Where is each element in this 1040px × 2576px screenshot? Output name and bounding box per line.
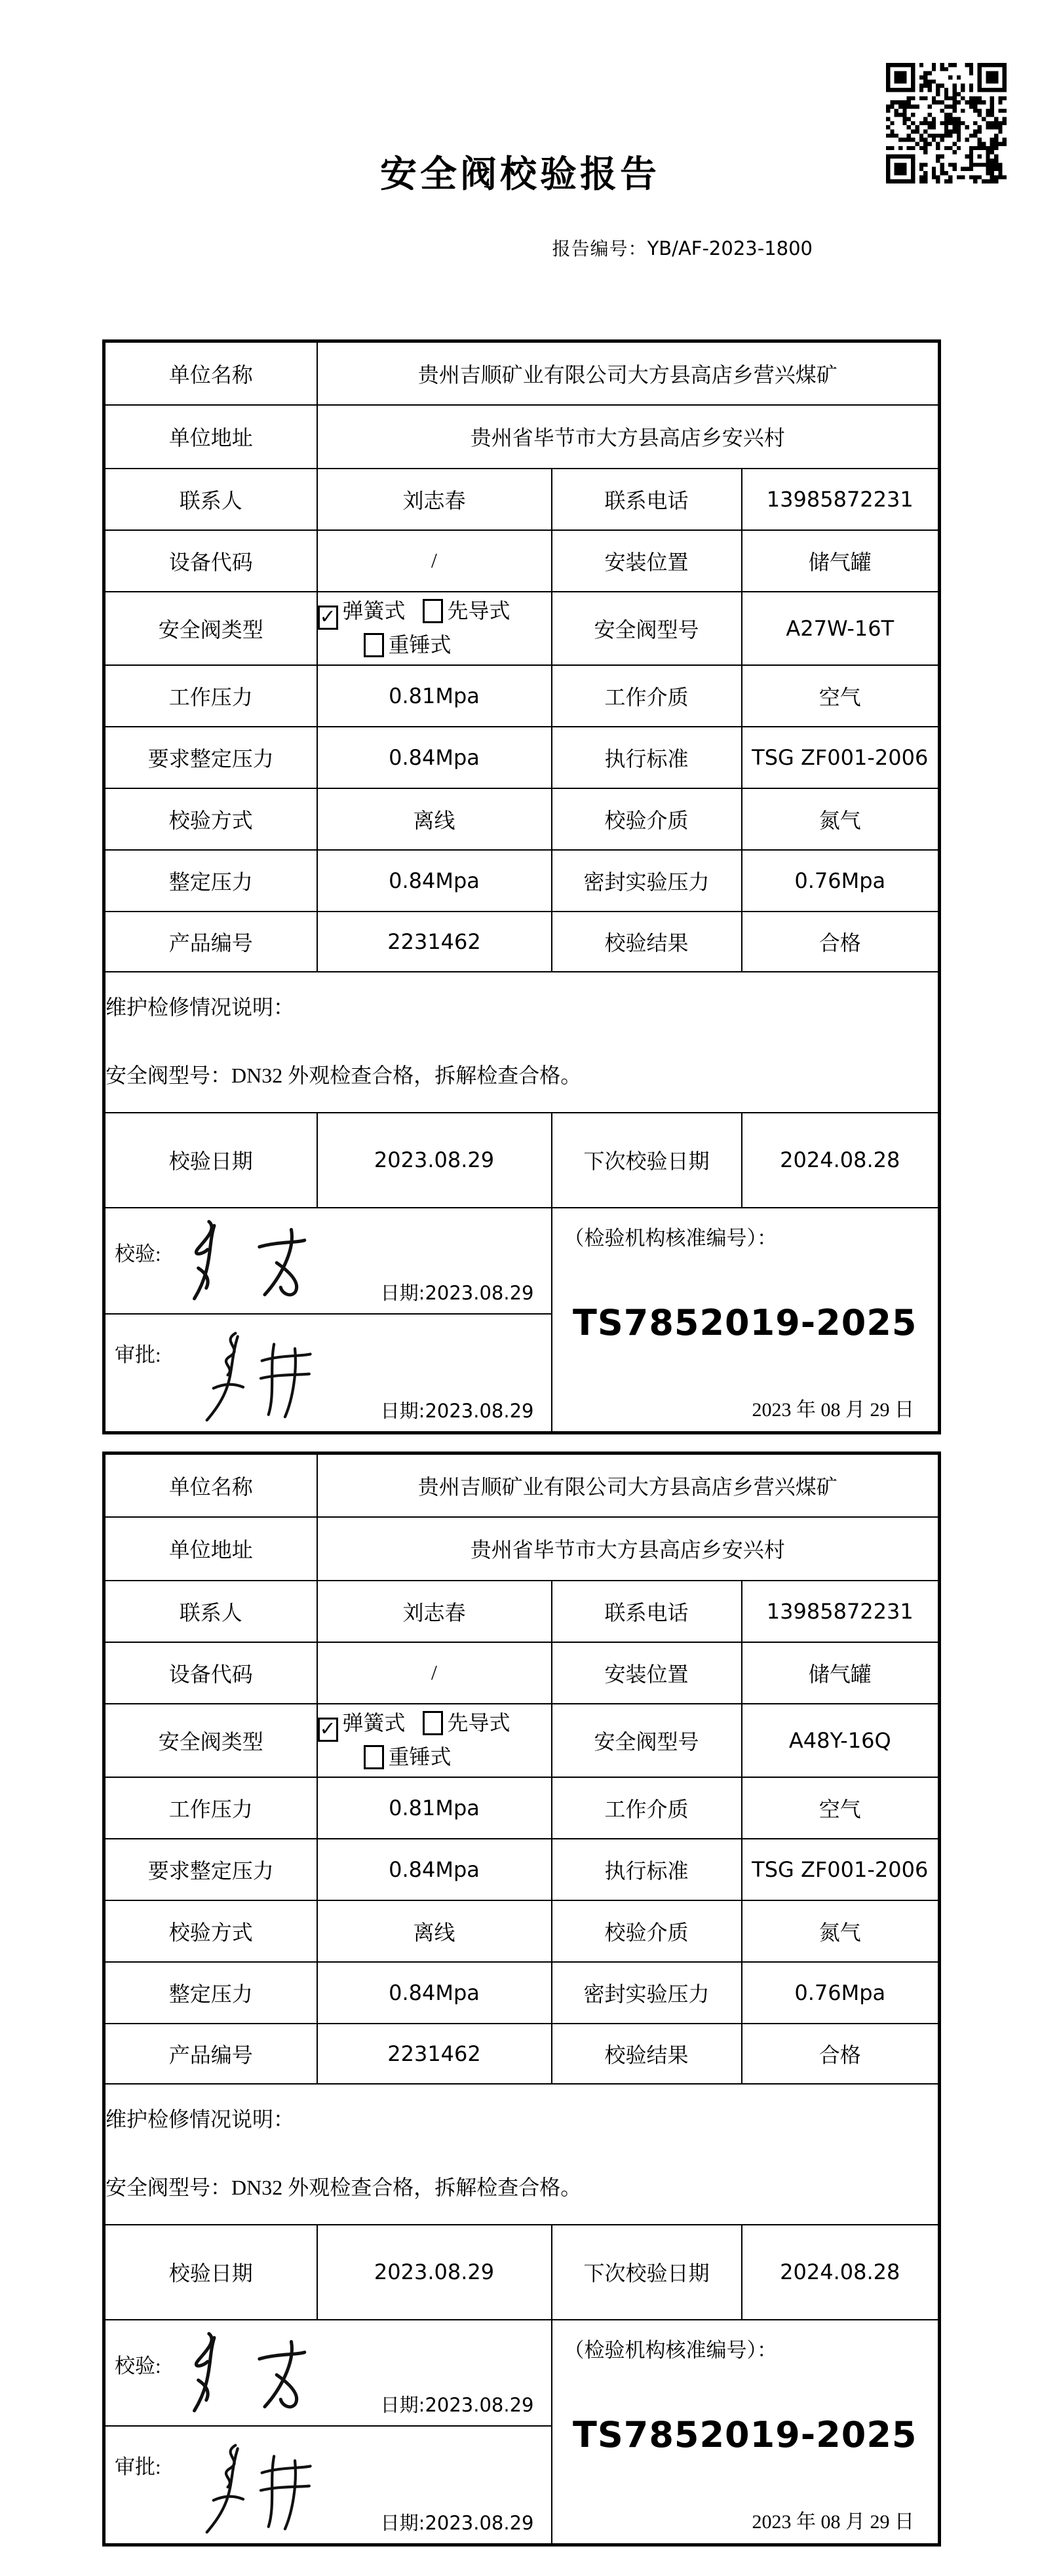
result-value: 合格 <box>742 2024 940 2084</box>
valve-model-label: 安全阀型号 <box>552 592 742 665</box>
standard-label: 执行标准 <box>552 1839 742 1900</box>
work-medium-value: 空气 <box>742 1777 940 1839</box>
product-no-label: 产品编号 <box>104 912 317 972</box>
req-set-pressure-value: 0.84Mpa <box>317 727 552 788</box>
calib-date-value: 2023.08.29 <box>317 1113 552 1208</box>
org-code-label: （检验机构核准编号）： <box>564 1226 777 1250</box>
install-pos-value: 储气罐 <box>742 1642 940 1704</box>
maintenance-note-label: 维护检修情况说明： <box>106 2107 295 2132</box>
verifier-date-label: 日期: <box>380 1281 425 1304</box>
approver-date-label: 日期: <box>380 2512 425 2534</box>
approver-date <box>381 1396 534 1423</box>
option-spring: 弹簧式 <box>342 599 406 623</box>
approver-cell <box>104 1314 552 1433</box>
calib-date-label: 校验日期 <box>104 1113 317 1208</box>
unit-address-value: 贵州省毕节市大方县高店乡安兴村 <box>317 405 940 469</box>
standard-value: TSG ZF001-2006 <box>742 727 940 788</box>
set-pressure-label: 整定压力 <box>104 1962 317 2024</box>
next-calib-date-label: 下次校验日期 <box>552 2225 742 2320</box>
org-code-value: TS7852019-2025 <box>573 2413 917 2455</box>
unit-address-label: 单位地址 <box>104 405 317 469</box>
product-no-value: 2231462 <box>317 912 552 972</box>
phone-label: 联系电话 <box>552 1581 742 1642</box>
seal-test-pressure-label: 密封实验压力 <box>552 1962 742 2024</box>
device-code-value: / <box>317 530 552 592</box>
work-medium-label: 工作介质 <box>552 665 742 727</box>
req-set-pressure-label: 要求整定压力 <box>104 727 317 788</box>
maintenance-note-label: 维护检修情况说明： <box>106 995 295 1020</box>
checkbox-weight <box>364 633 384 657</box>
verifier-cell <box>104 1208 552 1314</box>
calib-medium-label: 校验介质 <box>552 788 742 850</box>
calib-date-value: 2023.08.29 <box>317 2225 552 2320</box>
install-pos-label: 安装位置 <box>552 530 742 592</box>
work-pressure-label: 工作压力 <box>104 665 317 727</box>
phone-value: 13985872231 <box>742 1581 940 1642</box>
option-pilot: 先导式 <box>447 599 510 623</box>
product-no-value: 2231462 <box>317 2024 552 2084</box>
install-pos-label: 安装位置 <box>552 1642 742 1704</box>
verifier-date-value: 2023.08.29 <box>425 1281 534 1304</box>
report-number-value: YB/AF-2023-1800 <box>647 237 813 260</box>
calib-medium-value: 氮气 <box>742 1900 940 1962</box>
signature-xu-li <box>166 2323 369 2423</box>
option-weight: 重锤式 <box>388 1745 452 1769</box>
req-set-pressure-value: 0.84Mpa <box>317 1839 552 1900</box>
valve-model-label: 安全阀型号 <box>552 1704 742 1777</box>
unit-name-value: 贵州吉顺矿业有限公司大方县高店乡营兴煤矿 <box>317 341 940 405</box>
qr-code <box>886 63 1007 183</box>
verifier-date-label: 日期: <box>380 2393 425 2416</box>
device-code-label: 设备代码 <box>104 1642 317 1704</box>
approver-date-value: 2023.08.29 <box>425 2512 534 2534</box>
option-pilot: 先导式 <box>447 1711 510 1735</box>
report-table-2 <box>102 1451 938 2547</box>
device-code-value: / <box>317 1642 552 1704</box>
checkbox-spring-checked: ✓ <box>318 1718 338 1742</box>
seal-test-pressure-value: 0.76Mpa <box>742 850 940 912</box>
signature-li-wei <box>159 1321 369 1431</box>
approver-label: 审批: <box>115 2455 161 2478</box>
calib-medium-value: 氮气 <box>742 788 940 850</box>
calib-method-value: 离线 <box>317 788 552 850</box>
valve-model-value: A27W-16T <box>742 592 940 665</box>
valve-type-label: 安全阀类型 <box>104 1704 317 1777</box>
option-weight: 重锤式 <box>388 633 452 657</box>
org-date: 2023 年 08 月 29 日 <box>752 2510 915 2533</box>
report-number-label: 报告编号： <box>552 239 647 260</box>
org-code-cell <box>552 2320 940 2545</box>
set-pressure-label: 整定压力 <box>104 850 317 912</box>
result-value: 合格 <box>742 912 940 972</box>
calib-method-label: 校验方式 <box>104 1900 317 1962</box>
unit-address-label: 单位地址 <box>104 1517 317 1581</box>
maintenance-note-text: 安全阀型号：DN32 外观检查合格，拆解检查合格。 <box>106 1064 582 1087</box>
work-pressure-value: 0.81Mpa <box>317 1777 552 1839</box>
maintenance-note-text: 安全阀型号：DN32 外观检查合格，拆解检查合格。 <box>106 2176 582 2199</box>
signature-li-wei <box>159 2433 369 2543</box>
work-pressure-value: 0.81Mpa <box>317 665 552 727</box>
valve-model-value: A48Y-16Q <box>742 1704 940 1777</box>
calib-medium-label: 校验介质 <box>552 1900 742 1962</box>
next-calib-date-label: 下次校验日期 <box>552 1113 742 1208</box>
work-medium-value: 空气 <box>742 665 940 727</box>
verifier-date <box>381 2391 534 2417</box>
work-pressure-label: 工作压力 <box>104 1777 317 1839</box>
calib-method-value: 离线 <box>317 1900 552 1962</box>
verifier-date <box>381 1278 534 1305</box>
calib-date-label: 校验日期 <box>104 2225 317 2320</box>
set-pressure-value: 0.84Mpa <box>317 1962 552 2024</box>
contact-value: 刘志春 <box>317 469 552 530</box>
valve-type-options <box>317 592 552 665</box>
phone-value: 13985872231 <box>742 469 940 530</box>
standard-label: 执行标准 <box>552 727 742 788</box>
product-no-label: 产品编号 <box>104 2024 317 2084</box>
maintenance-note <box>104 2084 940 2225</box>
approver-date-label: 日期: <box>380 1400 425 1422</box>
option-spring: 弹簧式 <box>342 1711 406 1735</box>
verifier-label: 校验: <box>115 2354 161 2377</box>
device-code-label: 设备代码 <box>104 530 317 592</box>
maintenance-note <box>104 972 940 1113</box>
unit-name-label: 单位名称 <box>104 341 317 405</box>
valve-type-options <box>317 1704 552 1777</box>
report-number <box>0 235 813 261</box>
org-code-label: （检验机构核准编号）： <box>564 2338 777 2362</box>
valve-type-label: 安全阀类型 <box>104 592 317 665</box>
page-title: 安全阀校验报告 <box>380 155 660 195</box>
verifier-label: 校验: <box>115 1242 161 1265</box>
approver-cell <box>104 2426 552 2545</box>
checkbox-weight <box>364 1745 384 1769</box>
standard-value: TSG ZF001-2006 <box>742 1839 940 1900</box>
approver-date-value: 2023.08.29 <box>425 1400 534 1422</box>
checkbox-spring-checked: ✓ <box>318 606 338 630</box>
install-pos-value: 储气罐 <box>742 530 940 592</box>
req-set-pressure-label: 要求整定压力 <box>104 1839 317 1900</box>
calib-method-label: 校验方式 <box>104 788 317 850</box>
verifier-cell <box>104 2320 552 2426</box>
unit-name-label: 单位名称 <box>104 1453 317 1517</box>
verifier-date-value: 2023.08.29 <box>425 2393 534 2416</box>
approver-label: 审批: <box>115 1343 161 1366</box>
org-date: 2023 年 08 月 29 日 <box>752 1398 915 1421</box>
approver-date <box>381 2509 534 2535</box>
report-table-1 <box>102 339 938 1434</box>
next-calib-date-value: 2024.08.28 <box>742 1113 940 1208</box>
checkbox-pilot <box>423 1711 443 1735</box>
result-label: 校验结果 <box>552 2024 742 2084</box>
unit-address-value: 贵州省毕节市大方县高店乡安兴村 <box>317 1517 940 1581</box>
seal-test-pressure-label: 密封实验压力 <box>552 850 742 912</box>
contact-label: 联系人 <box>104 1581 317 1642</box>
next-calib-date-value: 2024.08.28 <box>742 2225 940 2320</box>
org-code-cell <box>552 1208 940 1433</box>
phone-label: 联系电话 <box>552 469 742 530</box>
work-medium-label: 工作介质 <box>552 1777 742 1839</box>
checkbox-pilot <box>423 599 443 623</box>
unit-name-value: 贵州吉顺矿业有限公司大方县高店乡营兴煤矿 <box>317 1453 940 1517</box>
seal-test-pressure-value: 0.76Mpa <box>742 1962 940 2024</box>
contact-label: 联系人 <box>104 469 317 530</box>
set-pressure-value: 0.84Mpa <box>317 850 552 912</box>
org-code-value: TS7852019-2025 <box>573 1301 917 1343</box>
contact-value: 刘志春 <box>317 1581 552 1642</box>
signature-xu-li <box>166 1211 369 1311</box>
result-label: 校验结果 <box>552 912 742 972</box>
